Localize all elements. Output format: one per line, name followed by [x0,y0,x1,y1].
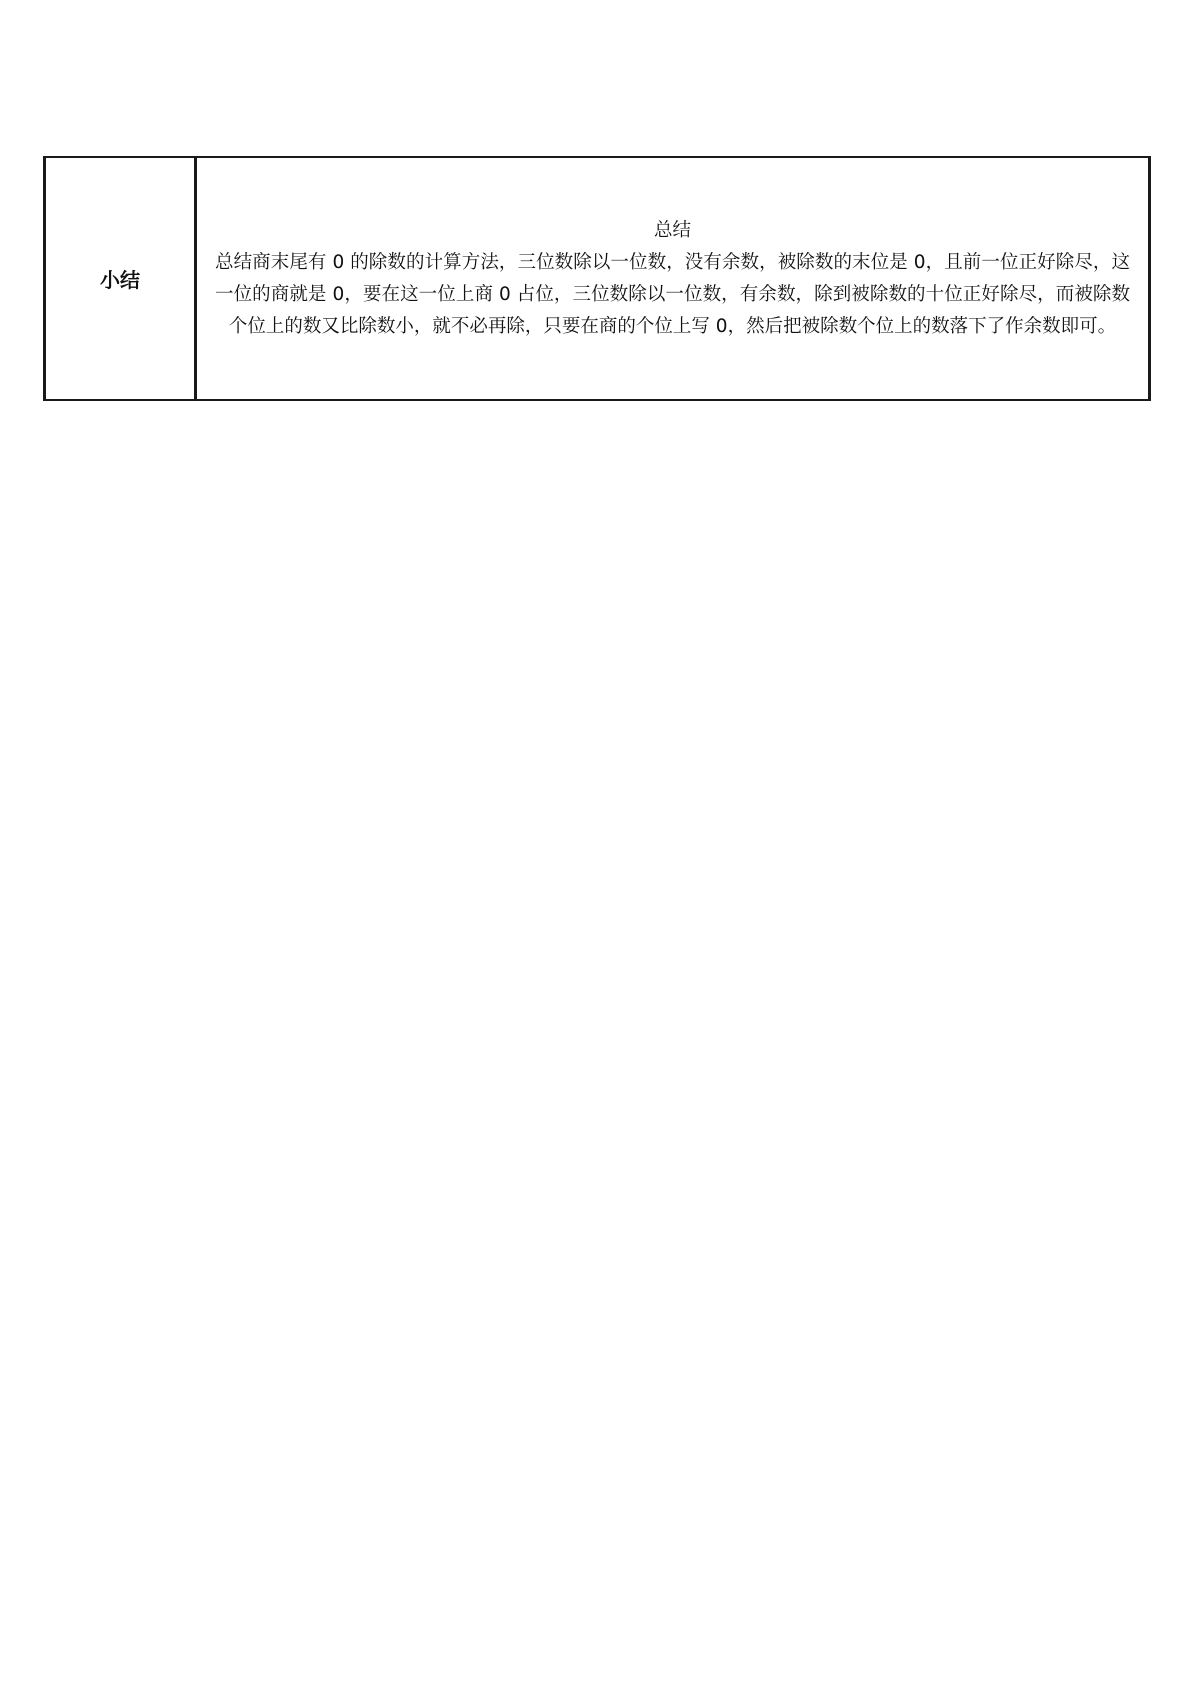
summary-content-cell [196,157,1150,400]
summary-text: 总结商末尾有 0 的除数的计算方法，三位数除以一位数，没有余数，被除数的末位是 0，且前一位正好除尽，这一位的商就是 0，要在这一位上商 0 占位，三位数除以一位数，有余数，除到被除数的十位正好除尽，而被除数个位上的数又比除数小，就不必再除，只要在商的个位上写 0，然后把被除数个位上的数落下了作余数即可。 [215,251,1130,337]
summary-label: 小结 [100,268,140,292]
summary-table [43,156,1151,401]
summary-title: 总结 [653,219,691,241]
summary-row [45,157,1150,400]
summary-label-cell [45,157,196,400]
